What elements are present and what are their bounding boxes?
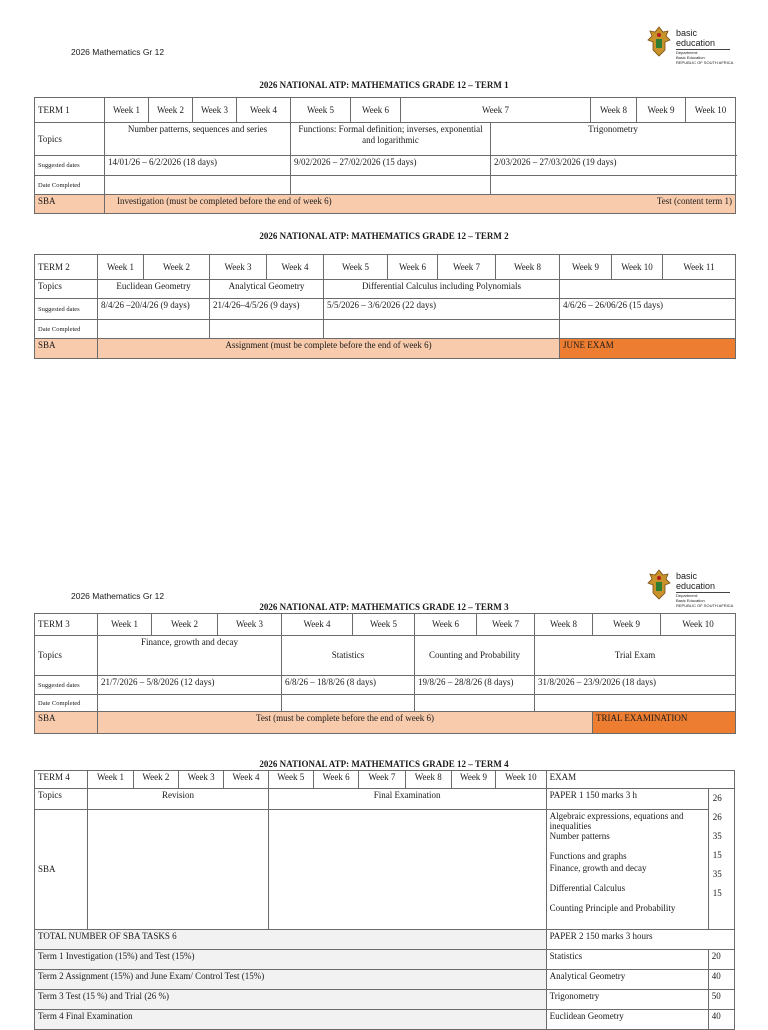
term4-table xyxy=(34,770,735,1030)
exam-cell: TRIAL EXAMINATION xyxy=(593,712,736,734)
paper1-heading: PAPER 1 150 marks 3 h xyxy=(546,789,708,810)
row-label: Topics xyxy=(35,789,88,810)
date-completed-cell xyxy=(98,695,282,712)
topic-cell: Revision xyxy=(88,789,268,810)
topic-cell: Euclidean Geometry xyxy=(98,280,210,299)
topic-cell: Trigonometry xyxy=(491,123,736,156)
week-header: Week 10 xyxy=(496,771,546,789)
row-label: Topics xyxy=(35,280,98,299)
topic-cell: Finance, growth and decay xyxy=(98,636,282,676)
date-completed-cell xyxy=(282,695,415,712)
page-header: 2026 Mathematics Gr 12 xyxy=(71,591,165,601)
topic-cell: Analytical Geometry xyxy=(210,280,324,299)
dbe-logo xyxy=(646,26,766,65)
paper2-topic: Statistics xyxy=(546,950,708,970)
dates-cell: 5/5/2026 – 3/6/2026 (22 days) xyxy=(324,299,560,320)
mark-value: 40 xyxy=(708,1010,734,1030)
week-header: Week 7 xyxy=(477,614,535,636)
dates-cell: 6/8/26 – 18/8/26 (8 days) xyxy=(282,676,415,695)
dates-cell: 8/4/26 –20/4/26 (9 days) xyxy=(98,299,210,320)
dates-cell: 14/01/26 – 6/2/2026 (18 days) xyxy=(105,156,291,176)
week-header: Week 1 xyxy=(98,255,144,280)
term2-title: 2026 NATIONAL ATP: MATHEMATICS GRADE 12 – TERM 2 xyxy=(259,231,509,241)
summary-row: Term 4 Final Examination xyxy=(35,1010,547,1030)
total-sba: TOTAL NUMBER OF SBA TASKS 6 xyxy=(35,930,547,950)
mark-value: 26 xyxy=(712,793,722,803)
page-header: 2026 Mathematics Gr 12 xyxy=(71,47,165,57)
sba-cell xyxy=(105,195,736,214)
week-header: Week 3 xyxy=(218,614,282,636)
term3-table xyxy=(34,613,736,734)
week-header: Week 4 xyxy=(282,614,353,636)
date-completed-cell xyxy=(105,176,291,195)
mark-value: 20 xyxy=(708,950,734,970)
week-header: Week 9 xyxy=(593,614,661,636)
paper1-topic: Finance, growth and decay xyxy=(549,863,647,873)
mark-value: 50 xyxy=(708,990,734,1010)
week-header: Week 1 xyxy=(105,98,149,123)
week-header: Week 3 xyxy=(193,98,237,123)
week-header: Week 8 xyxy=(405,771,451,789)
week-header: Week 2 xyxy=(149,98,193,123)
row-label: Date Completed xyxy=(35,695,98,712)
week-header: Week 10 xyxy=(612,255,663,280)
row-label: SBA xyxy=(35,195,105,214)
topic-cell: Final Examination xyxy=(268,789,546,810)
term-label: TERM 3 xyxy=(35,614,98,636)
paper1-topic: Algebraic expressions, equations and inequalities xyxy=(549,811,684,831)
marks-column xyxy=(708,789,734,930)
topic-cell: Statistics xyxy=(282,636,415,676)
exam-cell: JUNE EXAM xyxy=(560,339,736,359)
week-header: Week 6 xyxy=(388,255,438,280)
sba-cell xyxy=(268,810,546,930)
topic-cell: Trial Exam xyxy=(535,636,736,676)
paper1-topic: Functions and graphs xyxy=(549,851,627,861)
date-completed-cell xyxy=(535,695,736,712)
paper1-topic: Differential Calculus xyxy=(549,883,626,893)
dates-cell: 2/03/2026 – 27/03/2026 (19 days) xyxy=(491,156,736,176)
paper2-topic: Trigonometry xyxy=(546,990,708,1010)
term4-title: 2026 NATIONAL ATP: MATHEMATICS GRADE 12 – TERM 4 xyxy=(259,759,509,769)
row-label: Date Completed xyxy=(35,176,105,195)
dates-cell: 21/4/26–4/5/26 (9 days) xyxy=(210,299,324,320)
row-label: Date Completed xyxy=(35,320,98,339)
dates-cell: 21/7/2026 – 5/8/2026 (12 days) xyxy=(98,676,282,695)
topic-cell: Functions: Formal definition; inverses, exponential and logarithmic xyxy=(291,123,491,156)
term-label: TERM 1 xyxy=(35,98,105,123)
week-header: Week 6 xyxy=(415,614,477,636)
summary-row: Term 2 Assignment (15%) and June Exam/ Control Test (15%) xyxy=(35,970,547,990)
row-label: Suggested dates xyxy=(35,156,105,176)
date-completed-cell xyxy=(491,176,736,195)
mark-value: 26 xyxy=(712,812,722,822)
week-header: Week 9 xyxy=(637,98,686,123)
week-header: Week 2 xyxy=(152,614,218,636)
week-header: Week 8 xyxy=(535,614,593,636)
coat-of-arms-icon xyxy=(646,569,672,601)
week-header: Week 7 xyxy=(438,255,496,280)
mark-value: 15 xyxy=(712,888,722,898)
dates-cell: 9/02/2026 – 27/02/2026 (15 days) xyxy=(291,156,491,176)
row-label: SBA xyxy=(35,339,98,359)
week-header: Week 4 xyxy=(237,98,291,123)
week-header: Week 8 xyxy=(496,255,560,280)
summary-row: Term 1 Investigation (15%) and Test (15%) xyxy=(35,950,547,970)
dates-cell: 4/6/26 – 26/06/26 (15 days) xyxy=(560,299,736,320)
week-header: Week 10 xyxy=(686,98,736,123)
mark-value: 35 xyxy=(712,831,722,841)
logo-sub: REPUBLIC OF SOUTH AFRICA xyxy=(676,60,734,65)
week-header: Week 3 xyxy=(210,255,267,280)
paper2-topic: Euclidean Geometry xyxy=(546,1010,708,1030)
exam-header: EXAM xyxy=(546,771,734,789)
sba-cell xyxy=(88,810,268,930)
date-completed-cell xyxy=(210,320,324,339)
week-header: Week 6 xyxy=(351,98,401,123)
week-header: Week 5 xyxy=(268,771,313,789)
week-header: Week 3 xyxy=(179,771,224,789)
dates-cell: 19/8/26 – 28/8/26 (8 days) xyxy=(415,676,535,695)
logo-title: basic education xyxy=(676,571,730,593)
topic-cell: Number patterns, sequences and series xyxy=(105,123,291,156)
coat-of-arms-icon xyxy=(646,26,672,58)
paper2-topic: Analytical Geometry xyxy=(546,970,708,990)
paper2-heading: PAPER 2 150 marks 3 hours xyxy=(546,930,734,950)
week-header: Week 7 xyxy=(359,771,405,789)
week-header: Week 5 xyxy=(353,614,415,636)
term-label: TERM 2 xyxy=(35,255,98,280)
topic-cell: Differential Calculus including Polynomials xyxy=(324,280,560,299)
paper1-topic: Counting Principle and Probability xyxy=(549,903,676,913)
week-header: Week 2 xyxy=(144,255,210,280)
mark-value: 40 xyxy=(708,970,734,990)
dates-cell: 31/8/2026 – 23/9/2026 (18 days) xyxy=(535,676,736,695)
row-label: Topics xyxy=(35,123,105,156)
logo-sub: Department: xyxy=(676,593,699,598)
sba-left-text: Investigation (must be completed before the end of week 6) xyxy=(117,196,332,206)
week-header: Week 4 xyxy=(224,771,268,789)
sba-right-text: Test (content term 1) xyxy=(656,196,733,206)
week-header: Week 8 xyxy=(591,98,637,123)
summary-row: Term 3 Test (15 %) and Trial (26 %) xyxy=(35,990,547,1010)
mark-value: 35 xyxy=(712,869,722,879)
week-header: Week 10 xyxy=(661,614,736,636)
week-header: Week 6 xyxy=(313,771,358,789)
term3-title: 2026 NATIONAL ATP: MATHEMATICS GRADE 12 – TERM 3 xyxy=(259,602,509,612)
week-header: Week 1 xyxy=(98,614,152,636)
week-header: Week 9 xyxy=(560,255,612,280)
logo-sub: REPUBLIC OF SOUTH AFRICA xyxy=(676,603,734,608)
logo-sub: Basic Education xyxy=(676,598,705,603)
week-header: Week 7 xyxy=(401,98,591,123)
term1-table xyxy=(34,97,736,214)
date-completed-cell xyxy=(291,176,491,195)
logo-sub: Department: xyxy=(676,50,699,55)
topic-cell: Counting and Probability xyxy=(415,636,535,676)
date-completed-cell xyxy=(560,320,736,339)
week-header: Week 1 xyxy=(88,771,133,789)
sba-cell: Test (must be complete before the end of week 6) xyxy=(98,712,593,734)
date-completed-cell xyxy=(324,320,560,339)
term1-title: 2026 NATIONAL ATP: MATHEMATICS GRADE 12 – TERM 1 xyxy=(259,80,509,90)
date-completed-cell xyxy=(98,320,210,339)
row-label: Suggested dates xyxy=(35,676,98,695)
week-header: Week 5 xyxy=(324,255,388,280)
topic-cell xyxy=(560,280,736,299)
term2-table xyxy=(34,254,736,359)
week-header: Week 5 xyxy=(291,98,351,123)
week-header: Week 11 xyxy=(663,255,736,280)
week-header: Week 2 xyxy=(133,771,178,789)
row-label: SBA xyxy=(35,712,98,734)
term-label: TERM 4 xyxy=(35,771,88,789)
week-header: Week 4 xyxy=(267,255,324,280)
week-header: Week 9 xyxy=(451,771,495,789)
dbe-logo xyxy=(646,569,766,608)
paper1-topic: Number patterns xyxy=(549,831,610,841)
row-label: Suggested dates xyxy=(35,299,98,320)
sba-cell: Assignment (must be complete before the end of week 6) xyxy=(98,339,560,359)
paper1-topics xyxy=(546,810,708,930)
date-completed-cell xyxy=(415,695,535,712)
row-label: SBA xyxy=(35,810,88,930)
mark-value: 15 xyxy=(712,850,722,860)
row-label: Topics xyxy=(35,636,98,676)
logo-title: basic education xyxy=(676,28,730,50)
logo-sub: Basic Education xyxy=(676,55,705,60)
